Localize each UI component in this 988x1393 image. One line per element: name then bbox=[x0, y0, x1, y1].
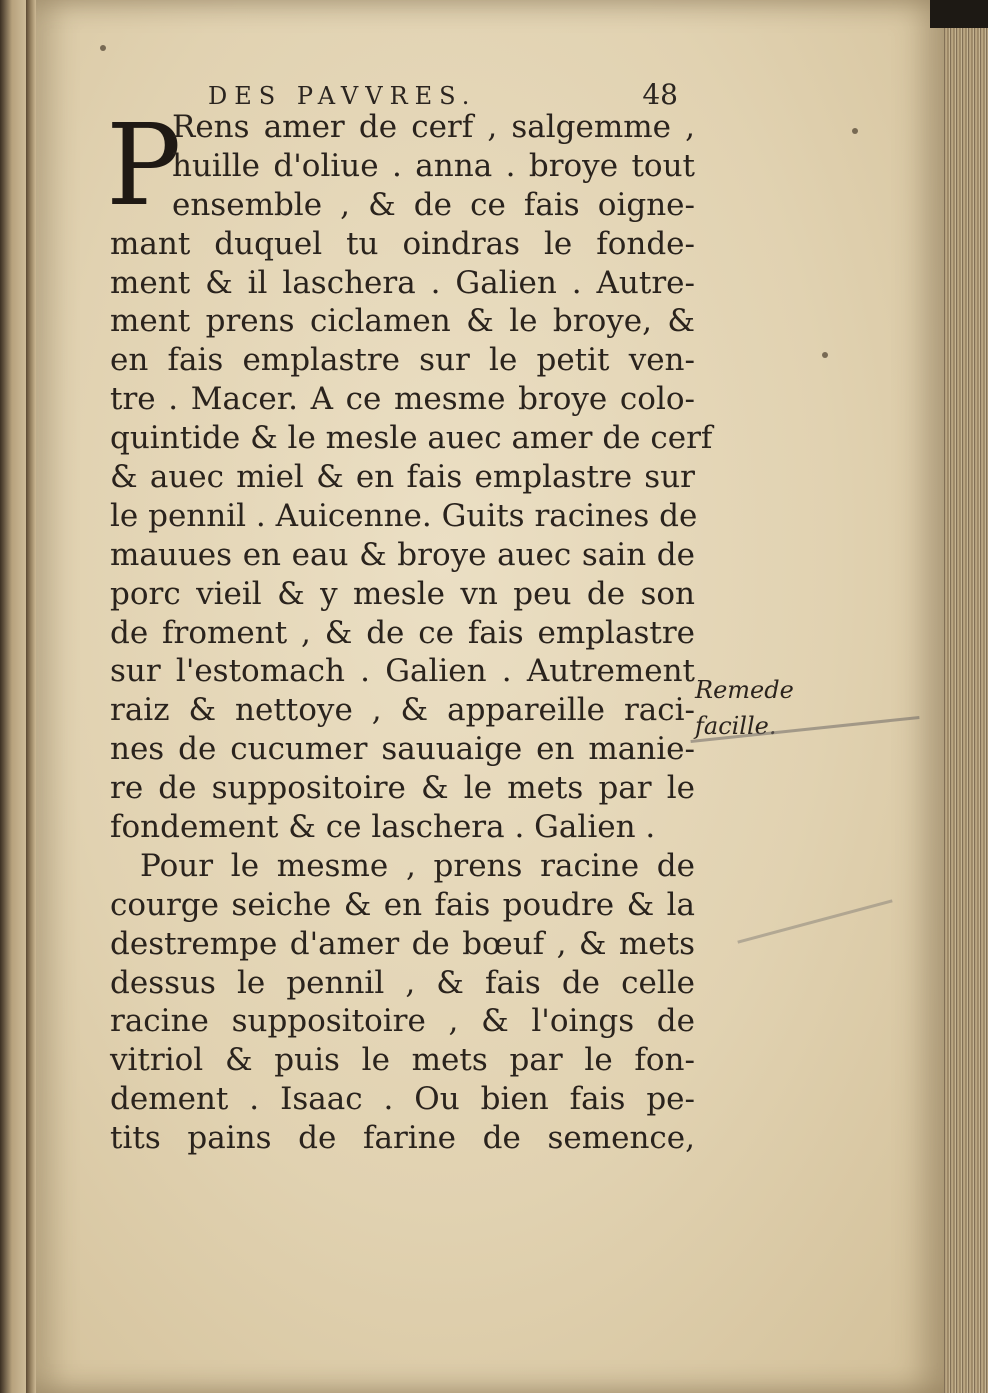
drop-cap: P bbox=[106, 101, 182, 231]
page-edges bbox=[944, 20, 988, 1393]
background-corner bbox=[930, 0, 988, 28]
text-line: nes de cucumer sauuaige en manie- bbox=[110, 731, 695, 768]
text-line: Pour le mesme , prens racine de bbox=[140, 847, 695, 884]
text-line: & auec miel & en fais emplastre sur bbox=[110, 459, 695, 496]
text-line: mauues en eau & broye auec sain de bbox=[110, 536, 695, 573]
text-line: racine suppositoire , & l'oings de bbox=[110, 1003, 695, 1040]
text-line: ensemble , & de ce fais oigne- bbox=[172, 186, 695, 223]
body-text bbox=[110, 108, 713, 1158]
text-line: vitriol & puis le mets par le fon- bbox=[110, 1042, 695, 1079]
page-number: 48 bbox=[642, 78, 678, 111]
text-line: huille d'oliue . anna . broye tout bbox=[172, 147, 695, 184]
text-line: courge seiche & en fais poudre & la bbox=[110, 886, 695, 923]
text-line: tits pains de farine de semence, bbox=[110, 1120, 695, 1157]
text-line: dement . Isaac . Ou bien fais pe- bbox=[110, 1081, 695, 1118]
text-line: raiz & nettoye , & appareille raci- bbox=[110, 692, 695, 729]
text-line: en fais emplastre sur le petit ven- bbox=[110, 342, 695, 379]
ink-speck bbox=[100, 45, 106, 51]
text-line: mant duquel tu oindras le fonde- bbox=[110, 225, 695, 262]
text-line: re de suppositoire & le mets par le bbox=[110, 770, 695, 807]
ink-speck bbox=[822, 352, 828, 358]
text-line: le pennil . Auicenne. Guits racines de bbox=[110, 497, 698, 534]
text-line: de froment , & de ce fais emplastre bbox=[110, 614, 695, 651]
ink-speck bbox=[852, 128, 858, 134]
text-line: Rens amer de cerf , salgemme , bbox=[172, 109, 695, 145]
text-line: destrempe d'amer de bœuf , & mets bbox=[110, 925, 695, 962]
book-gutter bbox=[26, 0, 36, 1393]
text-line: fondement & ce laschera . Galien . bbox=[110, 809, 656, 846]
margin-note-line: Remede bbox=[695, 676, 794, 704]
text-line: dessus le pennil , & fais de celle bbox=[110, 964, 695, 1001]
running-title: DES PAVVRES. bbox=[208, 82, 477, 110]
text-line: ment prens ciclamen & le broye, & bbox=[110, 303, 695, 340]
text-line: ment & il laschera . Galien . Autre- bbox=[110, 264, 695, 301]
text-line: sur l'estomach . Galien . Autrement bbox=[110, 653, 695, 690]
text-line: tre . Macer. A ce mesme broye colo- bbox=[110, 381, 695, 418]
margin-note-line: facille. bbox=[695, 712, 777, 740]
text-line: quintide & le mesle auec amer de cerf bbox=[110, 420, 713, 457]
text-line: porc vieil & y mesle vn peu de son bbox=[110, 575, 695, 612]
